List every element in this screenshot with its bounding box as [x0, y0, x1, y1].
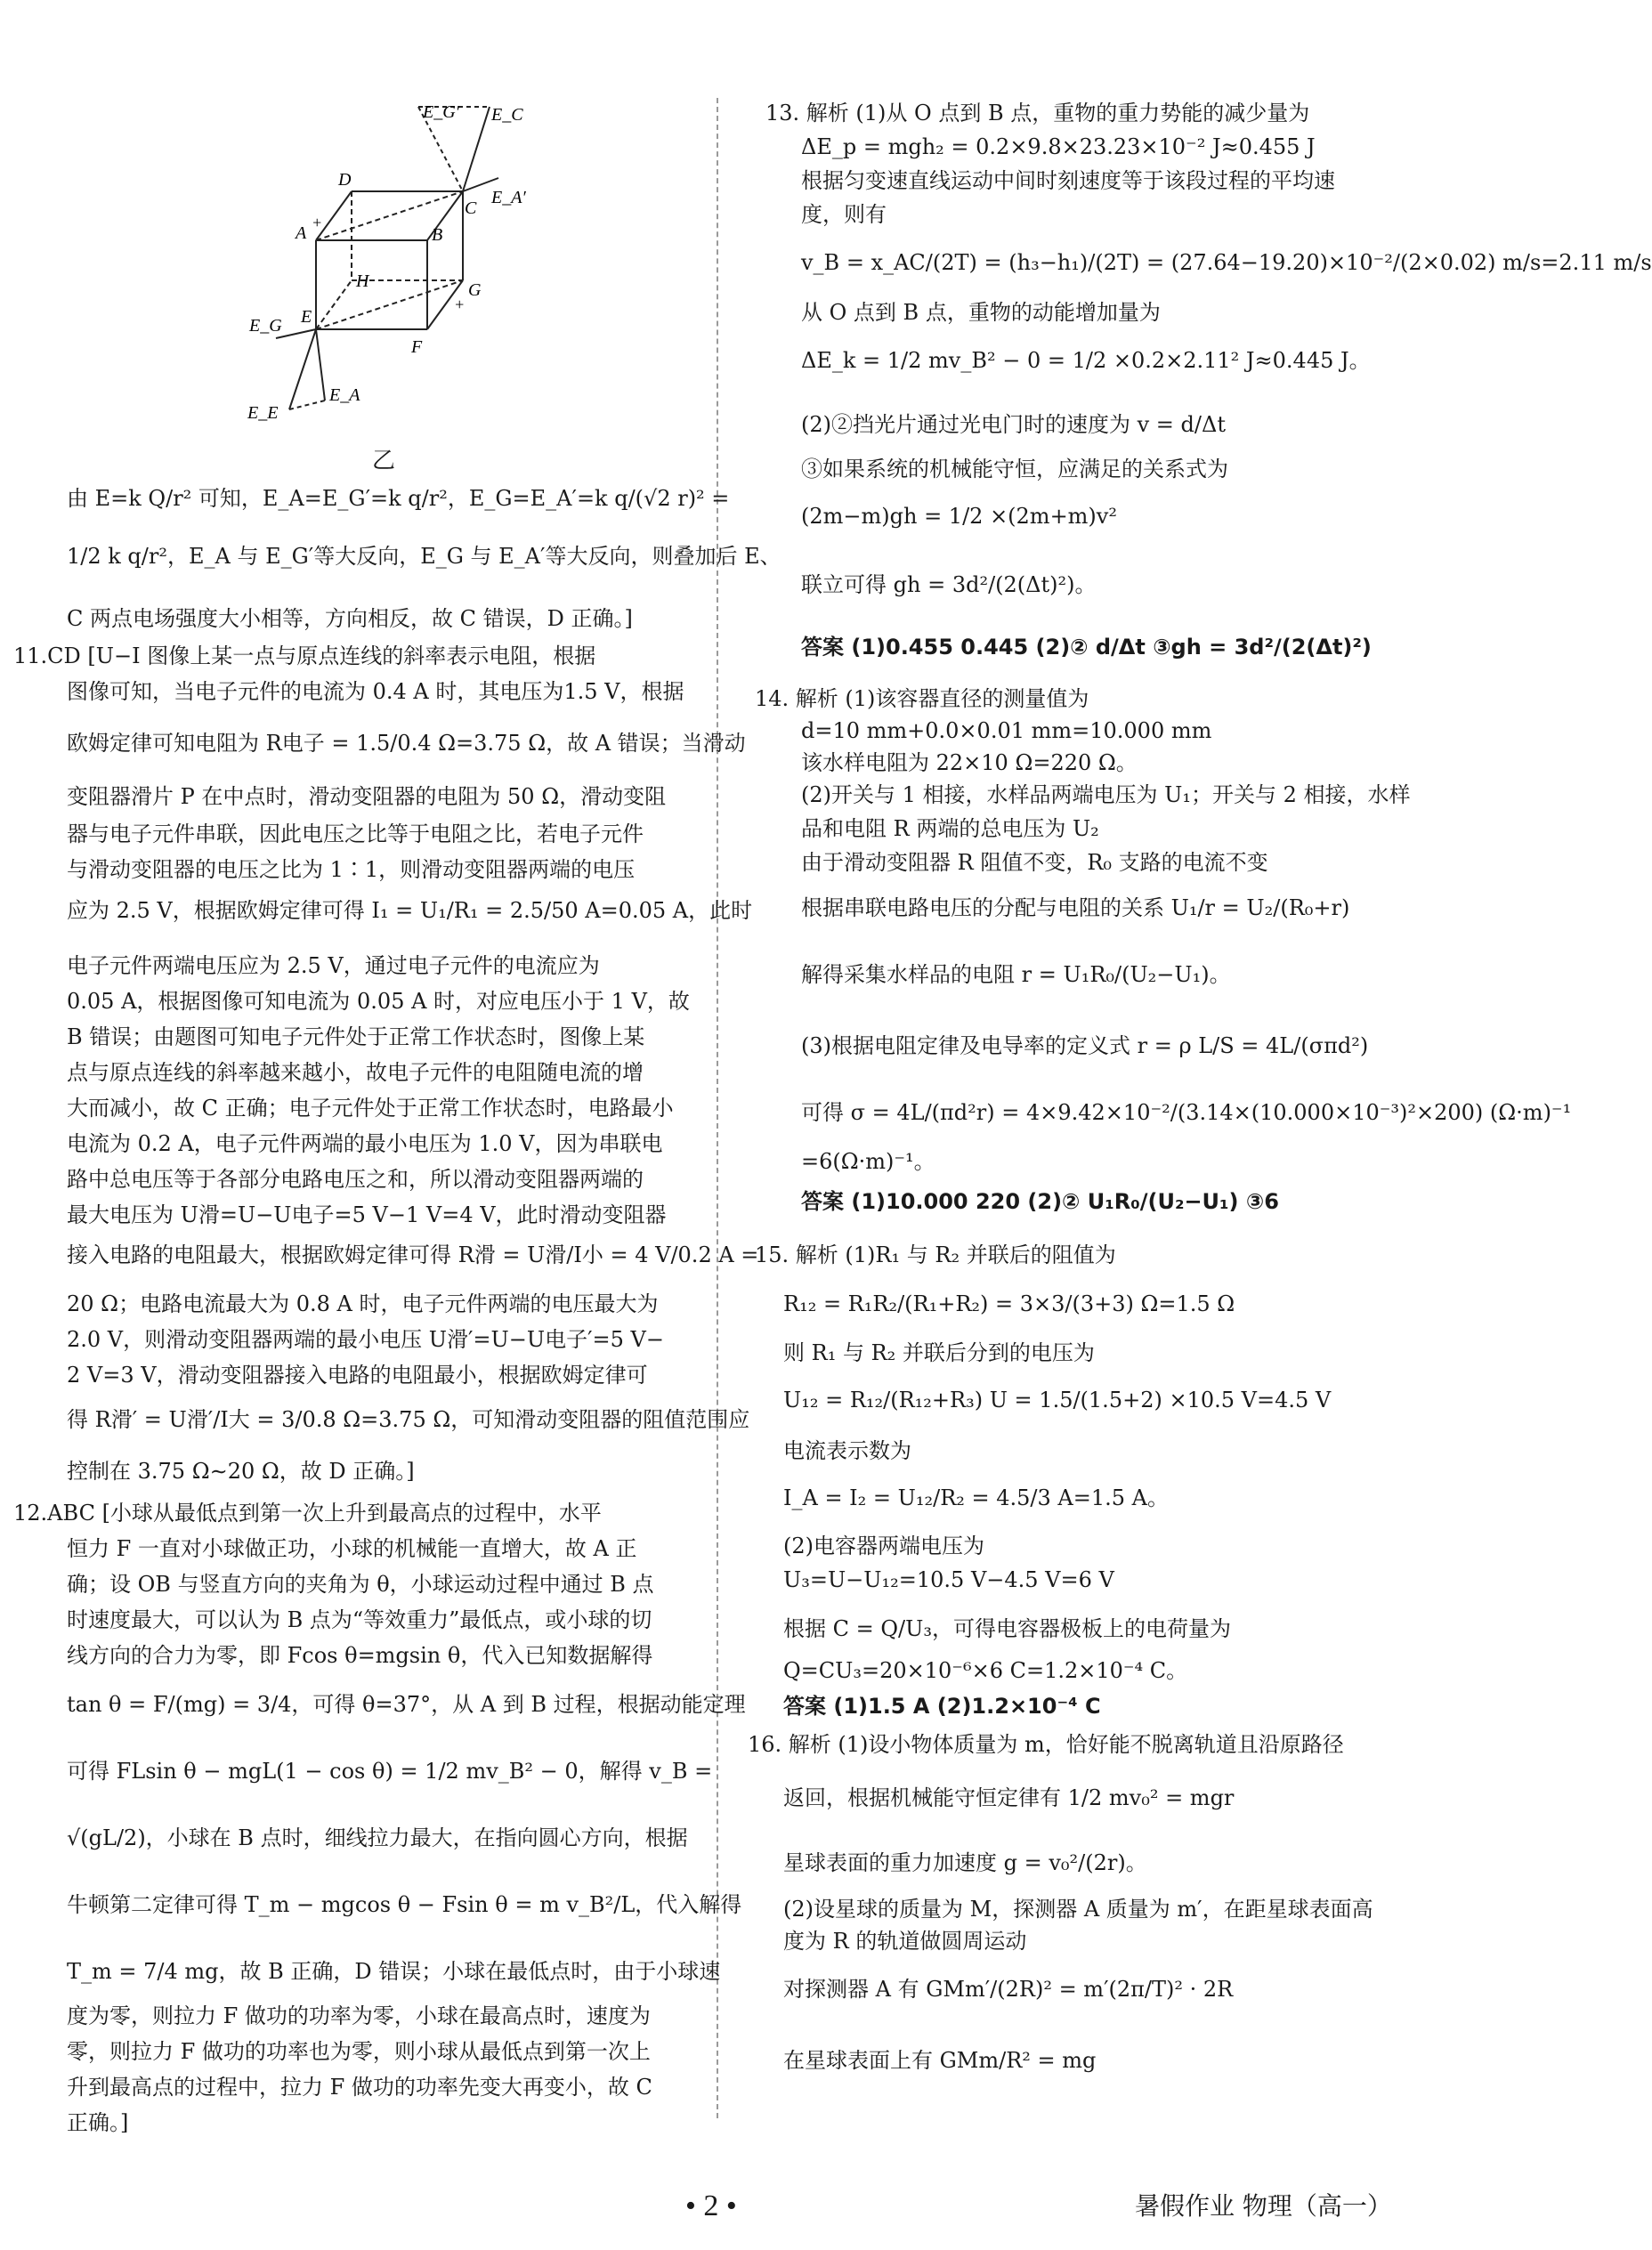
label-f: F: [411, 337, 423, 357]
label-a: A: [296, 223, 307, 243]
text-line: 对探测器 A 有 GMm′/(2R)² = m′(2π/T)² · 2R: [783, 1977, 1234, 2002]
text-line: T_m = 7/4 mg，故 B 正确，D 错误；小球在最低点时，由于小球速: [67, 1959, 721, 1984]
text-line: 度为零，则拉力 F 做功的功率为零，小球在最高点时，速度为: [67, 2003, 651, 2028]
solution-14-heading: 14. 解析 (1)该容器直径的测量值为: [755, 686, 1089, 711]
text-line: 解得采集水样品的电阻 r = U₁R₀/(U₂−U₁)。: [801, 962, 1231, 987]
text-line: 2 V=3 V，滑动变阻器接入电路的电阻最小，根据欧姆定律可: [67, 1363, 648, 1388]
text-line: 得 R滑′ = U滑′/I大 = 3/0.8 Ω=3.75 Ω，可知滑动变阻器的阻值范围应: [67, 1407, 750, 1432]
text-line: 欧姆定律可知电阻为 R电子 = 1.5/0.4 Ω=3.75 Ω，故 A 错误；当滑动: [67, 731, 746, 756]
text-line: 根据串联电路电压的分配与电阻的关系 U₁/r = U₂/(R₀+r): [801, 895, 1350, 920]
text-line: 品和电阻 R 两端的总电压为 U₂: [801, 816, 1099, 841]
text-line: (3)根据电阻定律及电导率的定义式 r = ρ L/S = 4L/(σπd²): [801, 1033, 1369, 1058]
text-line: 2.0 V，则滑动变阻器两端的最小电压 U滑′=U−U电子′=5 V−: [67, 1327, 665, 1352]
text-line: B 错误；由题图可知电子元件处于正常工作状态时，图像上某: [67, 1024, 645, 1049]
text-line: √(gL/2)，小球在 B 点时，细线拉力最大，在指向圆心方向，根据: [67, 1825, 688, 1850]
text-line: 联立可得 gh = 3d²/(2(Δt)²)。: [801, 572, 1097, 597]
text-line: U₃=U−U₁₂=10.5 V−4.5 V=6 V: [783, 1567, 1114, 1592]
text-line: 恒力 F 一直对小球做正功，小球的机械能一直增大，故 A 正: [67, 1536, 637, 1561]
text-line: 可得 FLsin θ − mgL(1 − cos θ) = 1/2 mv_B² − 0，解得 v_B =: [67, 1759, 713, 1784]
text-line: 电流为 0.2 A，电子元件两端的最小电压为 1.0 V，因为串联电: [67, 1131, 663, 1156]
figure-caption: 乙: [372, 448, 396, 474]
label-e: E: [301, 307, 312, 327]
text-line: 变阻器滑片 P 在中点时，滑动变阻器的电阻为 50 Ω，滑动变阻: [67, 784, 667, 809]
text-line: 确；设 OB 与竖直方向的夹角为 θ，小球运动过程中通过 B 点: [67, 1572, 654, 1597]
label-ee: E_E: [247, 403, 279, 423]
text-line: (2)②挡光片通过光电门时的速度为 v = d/Δt: [801, 412, 1226, 437]
text-line: I_A = I₂ = U₁₂/R₂ = 4.5/3 A=1.5 A。: [783, 1485, 1169, 1510]
solution-16-heading: 16. 解析 (1)设小物体质量为 m，恰好能不脱离轨道且沿原路径: [748, 1732, 1344, 1757]
footer-title: 暑假作业 物理（高一）: [1135, 2191, 1392, 2221]
cube-field-diagram: [240, 98, 526, 472]
page-number: • 2 •: [685, 2189, 737, 2222]
text-line: d=10 mm+0.0×0.01 mm=10.000 mm: [801, 718, 1212, 743]
text-line: v_B = x_AC/(2T) = (h₃−h₁)/(2T) = (27.64−19.20)×10⁻²/(2×0.02) m/s=2.11 m/s: [801, 250, 1652, 275]
text-line: 正确。]: [67, 2110, 129, 2135]
text-line: 与滑动变阻器的电压之比为 1∶1，则滑动变阻器两端的电压: [67, 857, 636, 882]
answer-12-line: 12.ABC [小球从最低点到第一次上升到最高点的过程中，水平: [13, 1501, 602, 1526]
text-line: 返回，根据机械能守恒定律有 1/2 mv₀² = mgr: [783, 1785, 1235, 1810]
text-line: 电流表示数为: [783, 1438, 911, 1463]
text-line: U₁₂ = R₁₂/(R₁₂+R₃) U = 1.5/(1.5+2) ×10.5 V=4.5 V: [783, 1388, 1332, 1412]
solution-13-heading: 13. 解析 (1)从 O 点到 B 点，重物的重力势能的减少量为: [765, 101, 1310, 125]
text-line: 牛顿第二定律可得 T_m − mgcos θ − Fsin θ = m v_B²/L，代入解得: [67, 1892, 742, 1917]
label-plus-g: +: [454, 295, 466, 313]
label-c: C: [465, 198, 477, 218]
label-g: G: [468, 280, 482, 300]
answer-15: 答案 (1)1.5 A (2)1.2×10⁻⁴ C: [783, 1694, 1101, 1719]
text-line: 20 Ω；电路电流最大为 0.8 A 时，电子元件两端的电压最大为: [67, 1291, 659, 1316]
text-line: 路中总电压等于各部分电路电压之和，所以滑动变阻器两端的: [67, 1167, 644, 1192]
label-eap: E_A′: [491, 188, 526, 207]
text-line: =6(Ω·m)⁻¹。: [801, 1149, 935, 1174]
text-line: 该水样电阻为 22×10 Ω=220 Ω。: [801, 750, 1138, 775]
column-divider: [717, 98, 718, 2118]
text-line: 由 E=k Q/r² 可知，E_A=E_G′=k q/r²，E_G=E_A′=k q/(√2 r)² =: [67, 486, 730, 511]
text-line: ③如果系统的机械能守恒，应满足的关系式为: [801, 457, 1228, 482]
text-line: 可得 σ = 4L/(πd²r) = 4×9.42×10⁻²/(3.14×(10.000×10⁻³)²×200) (Ω·m)⁻¹: [801, 1100, 1572, 1125]
text-line: 在星球表面上有 GMm/R² = mg: [783, 2048, 1097, 2073]
answer-14: 答案 (1)10.000 220 (2)② U₁R₀/(U₂−U₁) ③6: [801, 1189, 1279, 1214]
label-ec: E_C: [491, 105, 523, 125]
text-line: 星球表面的重力加速度 g = v₀²/(2r)。: [783, 1850, 1147, 1875]
text-line: (2m−m)gh = 1/2 ×(2m+m)v²: [801, 504, 1117, 529]
text-line: ΔE_p = mgh₂ = 0.2×9.8×23.23×10⁻² J≈0.455 J: [801, 134, 1316, 159]
label-plus-a: +: [312, 214, 323, 231]
answer-11-line: 11.CD [U−I 图像上某一点与原点连线的斜率表示电阻，根据: [13, 643, 596, 668]
solution-15-heading: 15. 解析 (1)R₁ 与 R₂ 并联后的阻值为: [755, 1242, 1116, 1267]
text-line: 最大电压为 U滑=U−U电子=5 V−1 V=4 V，此时滑动变阻器: [67, 1202, 667, 1227]
text-line: 时速度最大，可以认为 B 点为“等效重力”最低点，或小球的切: [67, 1607, 652, 1632]
text-line: Q=CU₃=20×10⁻⁶×6 C=1.2×10⁻⁴ C。: [783, 1658, 1188, 1683]
text-line: R₁₂ = R₁R₂/(R₁+R₂) = 3×3/(3+3) Ω=1.5 Ω: [783, 1291, 1235, 1316]
text-line: (2)开关与 1 相接，水样品两端电压为 U₁；开关与 2 相接，水样: [801, 782, 1411, 807]
text-line: 应为 2.5 V，根据欧姆定律可得 I₁ = U₁/R₁ = 2.5/50 A=0.05 A，此时: [67, 898, 753, 923]
cube-diagram-svg: [240, 98, 526, 472]
text-line: (2)电容器两端电压为: [783, 1534, 984, 1558]
text-line: 点与原点连线的斜率越来越小，故电子元件的电阻随电流的增: [67, 1060, 644, 1085]
text-line: 则 R₁ 与 R₂ 并联后分到的电压为: [783, 1340, 1095, 1365]
text-line: 从 O 点到 B 点，重物的动能增加量为: [801, 300, 1161, 325]
text-line: 1/2 k q/r²，E_A 与 E_G′等大反向，E_G 与 E_A′等大反向，则叠加后 E、: [67, 544, 781, 569]
label-d: D: [338, 170, 352, 190]
text-line: 升到最高点的过程中，拉力 F 做功的功率先变大再变小，故 C: [67, 2075, 652, 2100]
text-line: 器与电子元件串联，因此电压之比等于电阻之比，若电子元件: [67, 821, 644, 846]
label-h: H: [356, 271, 369, 291]
text-line: 0.05 A，根据图像可知电流为 0.05 A 时，对应电压小于 1 V，故: [67, 989, 690, 1014]
text-line: C 两点电场强度大小相等，方向相反，故 C 错误，D 正确。]: [67, 606, 633, 631]
text-line: 大而减小，故 C 正确；电子元件处于正常工作状态时，电路最小: [67, 1096, 674, 1121]
label-egp: E_G′: [423, 102, 460, 122]
text-line: 接入电路的电阻最大，根据欧姆定律可得 R滑 = U滑/I小 = 4 V/0.2 A =: [67, 1242, 759, 1267]
text-line: 度，则有: [801, 202, 887, 227]
answer-13: 答案 (1)0.455 0.445 (2)② d/Δt ③gh = 3d²/(2(Δt)²): [801, 635, 1372, 660]
text-line: 线方向的合力为零，即 Fcos θ=mgsin θ，代入已知数据解得: [67, 1643, 653, 1668]
text-line: 由于滑动变阻器 R 阻值不变，R₀ 支路的电流不变: [801, 850, 1268, 875]
label-b: B: [432, 225, 443, 245]
label-ea: E_A: [329, 385, 360, 405]
text-line: 控制在 3.75 Ω∼20 Ω，故 D 正确。]: [67, 1459, 415, 1484]
text-line: 零，则拉力 F 做功的功率也为零，则小球从最低点到第一次上: [67, 2039, 651, 2064]
text-line: (2)设星球的质量为 M，探测器 A 质量为 m′，在距星球表面高: [783, 1897, 1373, 1922]
text-line: ΔE_k = 1/2 mv_B² − 0 = 1/2 ×0.2×2.11² J≈0.445 J。: [801, 348, 1371, 373]
text-line: 图像可知，当电子元件的电流为 0.4 A 时，其电压为1.5 V，根据: [67, 679, 684, 704]
text-line: 根据 C = Q/U₃，可得电容器极板上的电荷量为: [783, 1616, 1231, 1641]
label-eg: E_G: [249, 316, 282, 336]
text-line: tan θ = F/(mg) = 3/4，可得 θ=37°，从 A 到 B 过程，根据动能定理: [67, 1692, 746, 1717]
text-line: 根据匀变速直线运动中间时刻速度等于该段过程的平均速: [801, 168, 1335, 193]
text-line: 度为 R 的轨道做圆周运动: [783, 1929, 1027, 1954]
text-line: 电子元件两端电压应为 2.5 V，通过电子元件的电流应为: [67, 953, 600, 978]
